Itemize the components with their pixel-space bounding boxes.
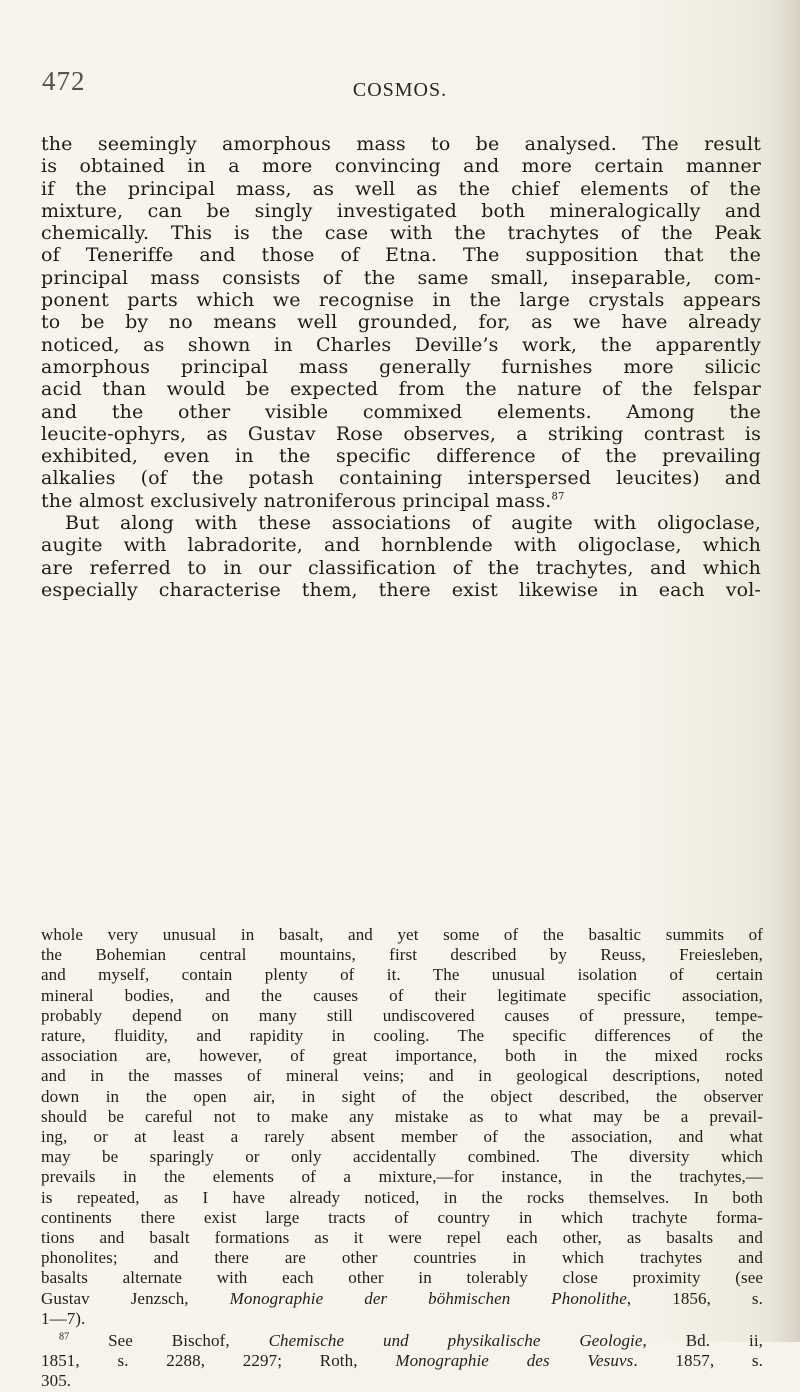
footnote-line: rature, fluidity, and rapidity in cooling. The specific differences of the: [41, 1026, 763, 1046]
page-number: 472: [42, 66, 86, 96]
footnote-line: may be sparingly or only accidentally combined. The diversity which: [41, 1147, 763, 1167]
text-line: are referred to in our classification of the trachytes, and which: [41, 556, 761, 579]
text-line: principal mass consists of the same small, inseparable, com-: [41, 266, 761, 289]
footnote-line-citation: [41, 1289, 763, 1309]
footnote-line: whole very unusual in basalt, and yet some of the basaltic summits of: [41, 925, 763, 944]
footnote-line: the Bohemian central mountains, first described by Reuss, Freiesleben,: [41, 945, 763, 965]
footnote-line: tions and basalt formations as it were repel each other, as basalts and: [41, 1228, 763, 1248]
citation-title: Chemische und physikalische Geologie: [268, 1331, 643, 1351]
footnote-line: 1—7).: [41, 1308, 86, 1328]
footnote-line: phonolites; and there are other countries in which trachytes and: [41, 1248, 763, 1268]
text-line: augite with labradorite, and hornblende with oligoclase, which: [41, 534, 761, 557]
footnote-line: ing, or at least a rarely absent member of the association, and what: [41, 1127, 763, 1147]
footnote-line: association are, however, of great importance, both in the mixed rocks: [41, 1046, 763, 1066]
text-line: mixture, can be singly investigated both mineralogically and: [41, 199, 761, 222]
page-edge-shadow: [770, 0, 800, 1342]
footnote-line: [41, 1351, 763, 1371]
footnote-line: 305.: [41, 1371, 72, 1391]
footnote-line: mineral bodies, and the causes of their legitimate specific association,: [41, 985, 763, 1005]
footnote-text: , Bd. ii,: [642, 1331, 763, 1351]
footnote-line: prevails in the elements of a mixture,—for instance, in the trachytes,—: [41, 1167, 763, 1187]
text-line: noticed, as shown in Charles Deville’s work, the apparently: [41, 333, 761, 356]
citation-author: Gustav Jenzsch,: [41, 1288, 230, 1308]
text-line: ponent parts which we recognise in the large crystals appears: [41, 289, 761, 312]
text-line: and the other visible commixed elements. Among the: [41, 400, 761, 423]
text-line: amorphous principal mass generally furnishes more silicic: [41, 355, 761, 378]
text-line: acid than would be expected from the nature of the felspar: [41, 378, 761, 401]
footnote-line: and myself, contain plenty of it. The unusual isolation of certain: [41, 965, 763, 985]
citation-year: , 1856, s.: [626, 1288, 763, 1308]
text-line: exhibited, even in the specific difference of the prevailing: [41, 445, 761, 468]
footnote-number: 87: [59, 1331, 70, 1343]
footnote-line: down in the open air, in sight of the object described, the observer: [41, 1086, 763, 1106]
text-line: leucite-ophyrs, as Gustav Rose observes, a striking contrast is: [41, 422, 761, 445]
text-line: is obtained in a more convincing and more certain manner: [41, 155, 761, 178]
footnote-ref-87[interactable]: 87: [551, 491, 565, 503]
running-title: COSMOS.: [352, 79, 448, 101]
text-line: if the principal mass, as well as the chief elements of the: [41, 177, 761, 200]
text-line: of Teneriffe and those of Etna. The supposition that the: [41, 244, 761, 267]
footnote-line: is repeated, as I have already noticed, in the rocks themselves. In both: [41, 1187, 763, 1207]
footnote-text: 1851, s. 2288, 2297; Roth,: [41, 1351, 396, 1371]
footnote-line: should be careful not to make any mistake as to what may be a prevail-: [41, 1106, 763, 1126]
text-line: alkalies (of the potash containing interspersed leucites) and: [41, 467, 761, 490]
text-line: But along with these associations of augite with oligoclase,: [65, 512, 761, 535]
text-line-with-ref: [41, 490, 761, 512]
footnote-line: continents there exist large tracts of country in which trachyte forma-: [41, 1207, 763, 1227]
paragraph-2: [41, 512, 761, 601]
main-text: [41, 133, 761, 601]
footnote-line: probably depend on many still undiscovered causes of pressure, tempe-: [41, 1005, 763, 1025]
text-line: especially characterise them, there exist likewise in each vol-: [41, 578, 761, 601]
footnotes: [41, 925, 763, 1392]
citation-title: Monographie der böhmischen Phonolithe: [229, 1288, 627, 1308]
footnote-text: . 1857, s.: [633, 1351, 763, 1371]
footnote-continued: [41, 925, 763, 1329]
footnote-text: See Bischof,: [69, 1331, 269, 1351]
footnote-line: [41, 1331, 763, 1351]
footnote-line: and in the masses of mineral veins; and in geological descriptions, noted: [41, 1066, 763, 1086]
footnote-87: [41, 1331, 763, 1392]
text-line: the seemingly amorphous mass to be analysed. The result: [41, 133, 761, 155]
footnote-line: basalts alternate with each other in tolerably close proximity (see: [41, 1268, 763, 1288]
text-line: chemically. This is the case with the trachytes of the Peak: [41, 222, 761, 245]
text-line: the almost exclusively natroniferous principal mass.: [41, 489, 552, 512]
paragraph-1: [41, 133, 761, 512]
citation-title: Monographie des Vesuvs: [395, 1351, 634, 1371]
text-line: to be by no means well grounded, for, as we have already: [41, 311, 761, 334]
